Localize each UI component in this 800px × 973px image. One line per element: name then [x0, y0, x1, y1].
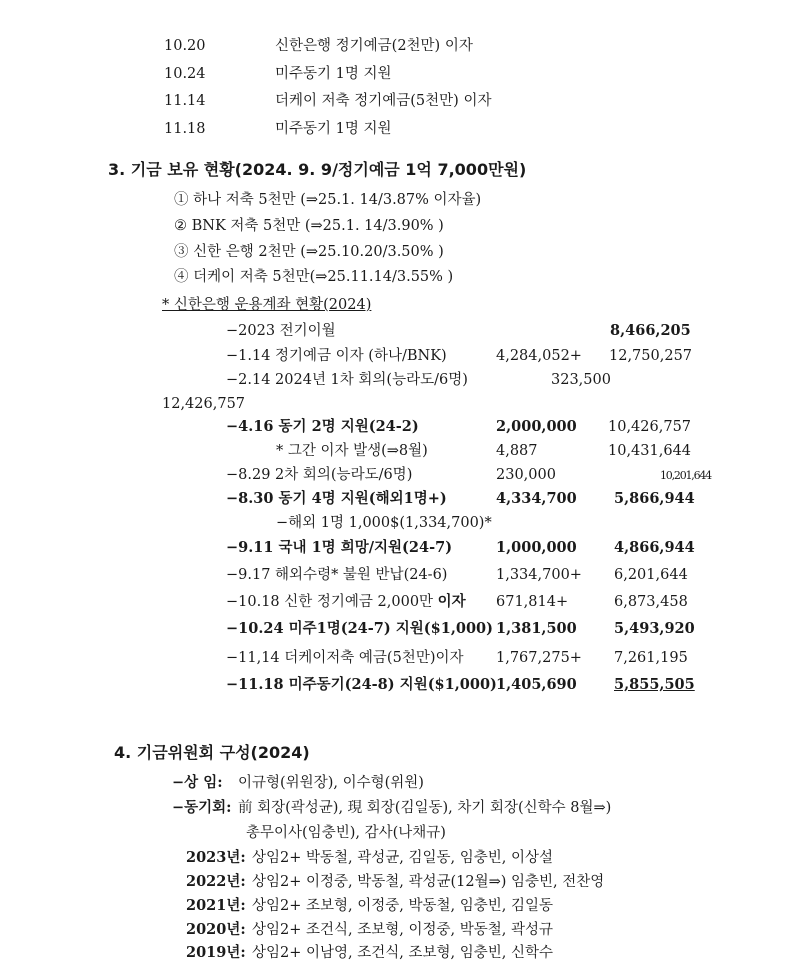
year-members: 상임2+ 이정중, 박동철, 곽성균(12월⇒) 임충빈, 전찬영: [252, 874, 605, 890]
ledger-final-balance: 5,855,505: [614, 676, 695, 693]
ledger-balance: 4,866,944: [614, 539, 695, 556]
ledger-desc: −1.14 정기예금 이자 (하나/BNK): [226, 348, 447, 364]
schedule-date: 10.20: [164, 38, 206, 54]
ledger-amount: 1,405,690: [496, 676, 577, 693]
year-label: 2020년:: [186, 921, 246, 938]
ledger-desc: * 그간 이자 발생(⇒8월): [276, 443, 428, 459]
ledger-desc: −9.11 국내 1명 희망/지원(24-7): [226, 539, 453, 556]
year-label: 2023년:: [186, 849, 246, 866]
deposit-item: ② BNK 저축 5천만 (⇒25.1. 14/3.90% ): [174, 218, 444, 234]
ledger-desc: −4.16 동기 2명 지원(24-2): [226, 418, 419, 435]
ledger-amount: 1,000,000: [496, 539, 577, 556]
year-members: 상임2+ 조보형, 이정중, 박동철, 임충빈, 김일동: [252, 898, 553, 914]
ledger-amount: 1,381,500: [496, 620, 577, 637]
ledger-desc: −2023 전기이월: [226, 323, 336, 339]
schedule-text: 미주동기 1명 지원: [275, 66, 392, 82]
ledger-amount: 230,000: [496, 467, 556, 483]
ledger-desc-bold: 이자: [437, 593, 466, 610]
section3-heading: 3. 기금 보유 현황(2024. 9. 9/정기예금 1억 7,000만원): [108, 160, 527, 179]
ledger-balance: 12,426,757: [162, 396, 246, 412]
standing-members: 이규형(위원장), 이수형(위원): [238, 775, 424, 791]
schedule-text: 신한은행 정기예금(2천만) 이자: [275, 38, 473, 54]
year-label: 2022년:: [186, 873, 246, 890]
ledger-balance: 6,873,458: [614, 594, 688, 610]
ledger-desc: −2.14 2024년 1차 회의(능라도/6명): [226, 372, 468, 388]
ledger-balance: 7,261,195: [614, 650, 688, 666]
ledger-desc: −해외 1명 1,000$(1,334,700)*: [276, 515, 492, 531]
ledger-balance: 10,426,757: [608, 419, 692, 435]
ledger-desc: −11.18 미주동기(24-8) 지원($1,000): [226, 676, 497, 693]
deposit-item: ④ 더케이 저축 5천만(⇒25.11.14/3.55% ): [174, 269, 454, 285]
ledger-balance: 12,750,257: [609, 348, 693, 364]
ledger-amount: 4,334,700: [496, 490, 577, 507]
ledger-balance: 5,866,944: [614, 490, 695, 507]
ledger-balance: 6,201,644: [614, 567, 688, 583]
ledger-balance: 5,493,920: [614, 620, 695, 637]
schedule-date: 11.14: [164, 93, 206, 109]
standing-label: −상 임:: [172, 774, 223, 791]
ledger-desc: −10.24 미주1명(24-7) 지원($1,000): [226, 620, 493, 637]
ledger-balance: 10,431,644: [608, 443, 692, 459]
ledger-balance: 8,466,205: [610, 322, 691, 339]
year-label: 2019년:: [186, 944, 246, 961]
ledger-amount: 4,284,052+: [496, 348, 582, 364]
class-label: −동기회:: [172, 799, 232, 816]
ledger-amount: 2,000,000: [496, 418, 577, 435]
ledger-amount: 671,814+: [496, 594, 569, 610]
year-label: 2021년:: [186, 897, 246, 914]
ledger-desc: −8.30 동기 4명 지원(해외1명+): [226, 490, 447, 507]
ledger-desc: −11,14 더케이저축 예금(5천만)이자: [226, 650, 464, 666]
year-members: 상임2+ 조건식, 조보형, 이정중, 박동철, 곽성규: [252, 922, 553, 938]
ledger-balance: 10,201,644: [660, 469, 711, 482]
ledger-amount: 1,767,275+: [496, 650, 582, 666]
ledger-amount: 4,887: [496, 443, 538, 459]
schedule-date: 10.24: [164, 66, 206, 82]
class-officers-2: 총무이사(임충빈), 감사(나채규): [246, 825, 446, 841]
ledger-heading: * 신한은행 운용계좌 현황(2024): [162, 297, 372, 313]
year-members: 상임2+ 박동철, 곽성균, 김일동, 임충빈, 이상설: [252, 850, 553, 866]
ledger-desc: −9.17 해외수령* 불원 반납(24-6): [226, 567, 448, 583]
section4-heading: 4. 기금위원회 구성(2024): [114, 743, 310, 762]
ledger-amount: 323,500: [551, 372, 611, 388]
class-officers: 前 회장(곽성균), 現 회장(김일동), 차기 회장(신학수 8월⇒): [238, 800, 612, 816]
schedule-text: 미주동기 1명 지원: [275, 121, 392, 137]
deposit-item: ③ 신한 은행 2천만 (⇒25.10.20/3.50% ): [174, 244, 444, 260]
schedule-date: 11.18: [164, 121, 206, 137]
deposit-item: ① 하나 저축 5천만 (⇒25.1. 14/3.87% 이자율): [174, 192, 482, 208]
ledger-amount: 1,334,700+: [496, 567, 582, 583]
ledger-desc-text: −10.18 신한 정기예금 2,000만: [226, 594, 434, 610]
year-members: 상임2+ 이남영, 조건식, 조보형, 임충빈, 신학수: [252, 945, 553, 961]
ledger-desc: [226, 595, 466, 610]
schedule-text: 더케이 저축 정기예금(5천만) 이자: [275, 93, 492, 109]
ledger-desc: −8.29 2차 회의(능라도/6명): [226, 467, 413, 483]
